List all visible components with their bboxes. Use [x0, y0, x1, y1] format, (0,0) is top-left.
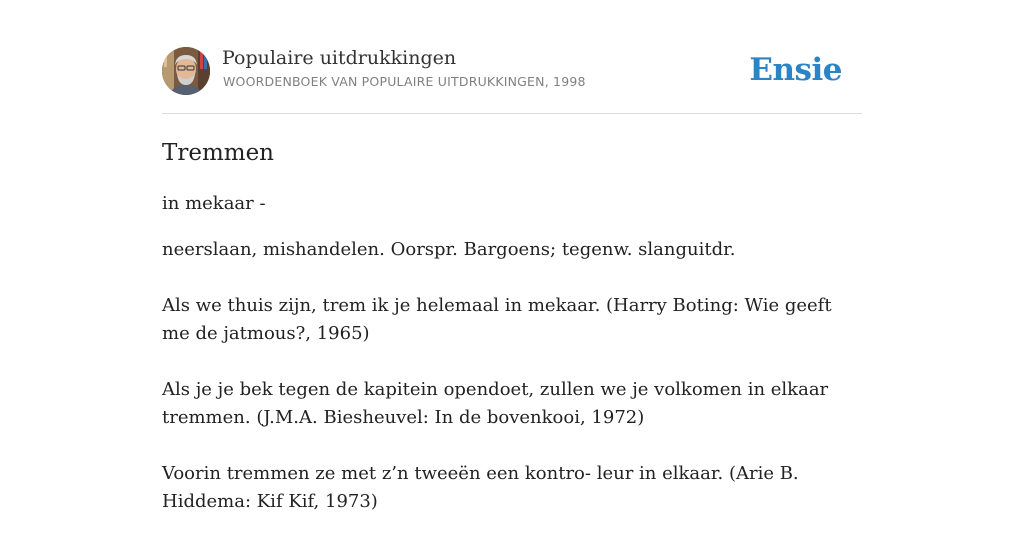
- source-header: [162, 0, 862, 114]
- ensie-logo[interactable]: Ensie: [749, 52, 842, 88]
- quote-paragraph: Als we thuis zijn, trem ik je helemaal in mekaar. (Harry Boting: Wie geeft me de jatmous?, 1965): [162, 295, 832, 344]
- entry-title: Tremmen: [162, 140, 274, 166]
- entry-subtitle: in mekaar -: [162, 193, 266, 214]
- source-subtitle: WOORDENBOEK VAN POPULAIRE UITDRUKKINGEN, 1998: [223, 74, 586, 89]
- author-portrait-icon: [162, 47, 210, 95]
- source-title[interactable]: Populaire uitdrukkingen: [222, 47, 457, 69]
- author-avatar[interactable]: [162, 47, 210, 95]
- page-container: [162, 0, 862, 512]
- entry-body: [162, 236, 862, 544]
- quote-paragraph: Voorin tremmen ze met z’n tweeën een kontro- leur in elkaar. (Arie B. Hiddema: Kif Kif, 1973): [162, 463, 799, 512]
- quote-paragraph: Als je je bek tegen de kapitein opendoet, zullen we je volkomen in elkaar tremmen. (J.M.A. Biesheuvel: In de bovenkooi, 1972): [162, 379, 829, 428]
- definition-paragraph: neerslaan, mishandelen. Oorspr. Bargoens; tegenw. slanguitdr.: [162, 239, 736, 260]
